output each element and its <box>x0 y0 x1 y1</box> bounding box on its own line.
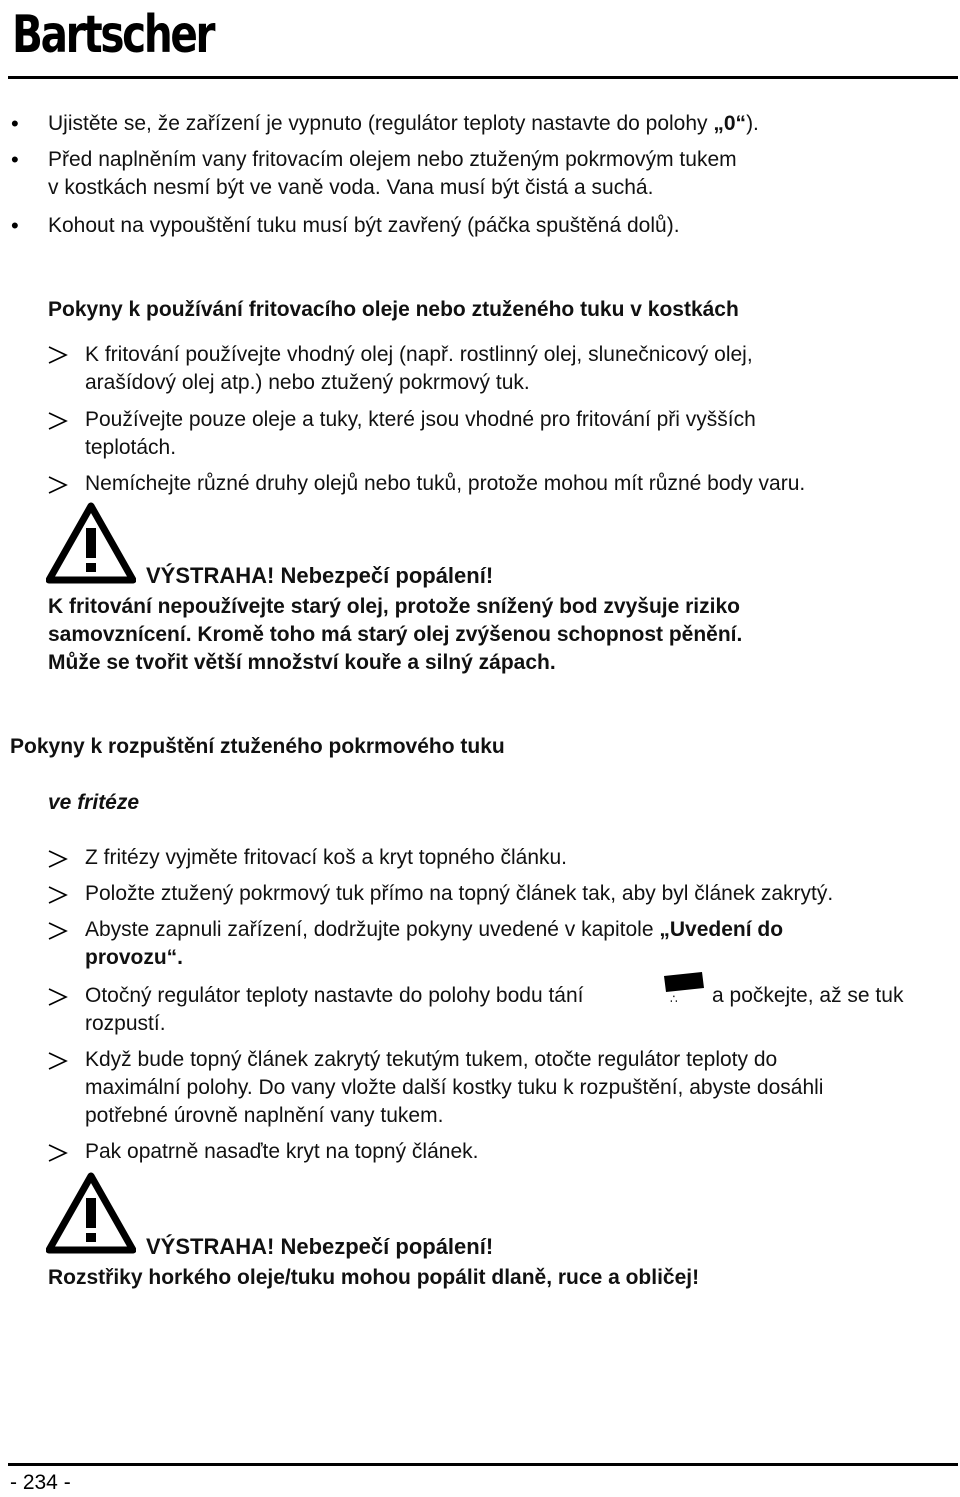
arrow-bullet-icon <box>46 986 70 1008</box>
list-item: Když bude topný článek zakrytý tekutým tukem, otočte regulátor teploty do <box>85 1048 778 1071</box>
warning-text: Může se tvořit větší množství kouře a silný zápach. <box>48 651 556 674</box>
arrow-bullet-icon <box>46 344 70 366</box>
list-item-continuation: maximální polohy. Do vany vložte další kostky tuku k rozpuštění, abyste dosáhli <box>85 1076 824 1099</box>
arrow-bullet-icon <box>46 884 70 906</box>
arrow-bullet-icon <box>46 1142 70 1164</box>
list-item: Před naplněním vany fritovacím olejem nebo ztuženým pokrmovým tukem <box>48 148 737 171</box>
list-item: Abyste zapnuli zařízení, dodržujte pokyny uvedené v kapitole „Uvedení do <box>85 918 784 941</box>
bullet-icon: • <box>11 213 19 238</box>
list-item-suffix: a počkejte, až se tuk <box>712 984 904 1007</box>
list-item: Pak opatrně nasaďte kryt na topný článek. <box>85 1140 479 1163</box>
bullet-icon: • <box>11 111 19 136</box>
arrow-bullet-icon <box>46 410 70 432</box>
arrow-bullet-icon <box>46 848 70 870</box>
section-title-melt: Pokyny k rozpuštění ztuženého pokrmového tuku <box>10 735 505 758</box>
list-item: Kohout na vypouštění tuku musí být zavřený (páčka spuštěná dolů). <box>48 214 680 237</box>
warning-triangle-icon <box>46 1172 136 1254</box>
list-item-continuation: potřebné úrovně naplnění vany tukem. <box>85 1104 444 1127</box>
list-item: Položte ztužený pokrmový tuk přímo na topný článek tak, aby byl článek zakrytý. <box>85 882 834 905</box>
warning-heading: VÝSTRAHA! Nebezpečí popálení! <box>146 563 494 588</box>
arrow-bullet-icon <box>46 474 70 496</box>
arrow-bullet-icon <box>46 1050 70 1072</box>
list-item-continuation: provozu“. <box>85 946 183 969</box>
list-item: K fritování používejte vhodný olej (např. rostlinný olej, slunečnicový olej, <box>85 343 753 366</box>
bullet-icon: • <box>11 147 19 172</box>
list-item: Ujistěte se, že zařízení je vypnuto (regulátor teploty nastavte do polohy „0“). <box>48 112 759 135</box>
warning-heading: VÝSTRAHA! Nebezpečí popálení! <box>146 1234 494 1259</box>
melting-point-icon <box>660 970 706 1004</box>
svg-text:∴: ∴ <box>670 992 678 1004</box>
list-item: Otočný regulátor teploty nastavte do polohy bodu tání <box>85 984 584 1007</box>
warning-text: samovznícení. Kromě toho má starý olej zvýšenou schopnost pěnění. <box>48 623 743 646</box>
list-item: Z fritézy vyjměte fritovací koš a kryt topného článku. <box>85 846 568 869</box>
list-item-continuation: teplotách. <box>85 436 177 459</box>
warning-text: Rozstřiky horkého oleje/tuku mohou popálit dlaně, ruce a obličej! <box>48 1266 700 1289</box>
list-item: Nemíchejte různé druhy olejů nebo tuků, protože mohou mít různé body varu. <box>85 472 806 495</box>
page-number: - 234 - <box>10 1471 71 1494</box>
header-divider <box>8 76 958 79</box>
section-title-oil: Pokyny k používání fritovacího oleje nebo ztuženého tuku v kostkách <box>48 298 739 321</box>
section-subtitle: ve fritéze <box>48 791 140 814</box>
list-item: Používejte pouze oleje a tuky, které jsou vhodné pro fritování při vyšších <box>85 408 756 431</box>
warning-triangle-icon <box>46 502 136 584</box>
list-item-continuation: rozpustí. <box>85 1012 166 1035</box>
list-item-continuation: arašídový olej atp.) nebo ztužený pokrmový tuk. <box>85 371 530 394</box>
list-item-continuation: v kostkách nesmí být ve vaně voda. Vana musí být čistá a suchá. <box>48 176 654 199</box>
warning-text: K fritování nepoužívejte starý olej, protože snížený bod zvyšuje riziko <box>48 595 740 618</box>
arrow-bullet-icon <box>46 920 70 942</box>
brand-logo: Bartscher <box>12 5 214 65</box>
footer-divider <box>8 1463 958 1466</box>
